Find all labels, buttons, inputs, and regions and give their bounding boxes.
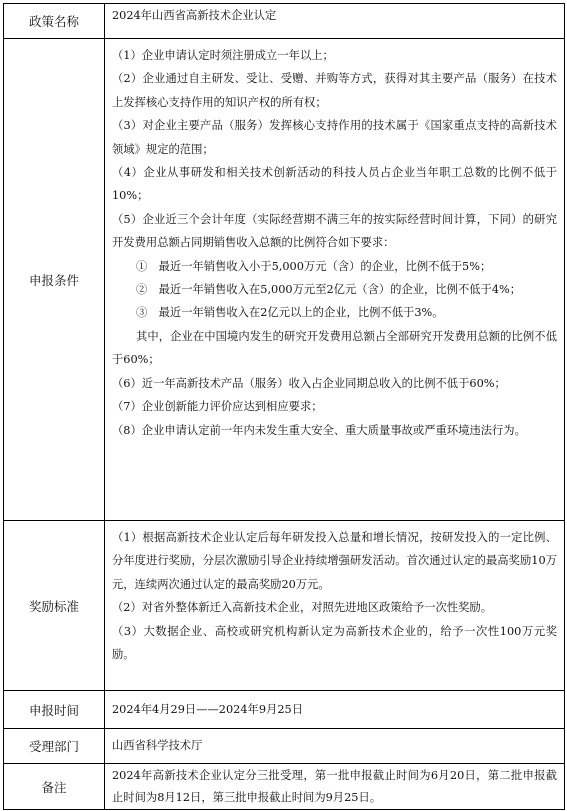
- rewards-content: [105, 521, 565, 691]
- conditions-content: [105, 39, 565, 521]
- row-department: [4, 729, 565, 764]
- value-department: 山西省科学技术厅: [105, 729, 565, 764]
- condition-sub-2: ② 最近一年销售收入在5,000万元至2亿元（含）的企业，比例不低于4%；: [136, 283, 522, 297]
- value-apply-time: 2024年4月29日——2024年9月25日: [105, 691, 565, 729]
- condition-item-5: （5）企业近三个会计年度（实际经营期不满三年的按实际经营时间计算，下同）的研究开发费用总额占同期销售收入总额的比例符合如下要求：: [112, 212, 557, 250]
- row-policy-name: [4, 4, 565, 39]
- row-rewards: [4, 521, 565, 691]
- reward-item-1: （1）根据高新技术企业认定后每年研发投入总量和增长情况，按研发投入的一定比例、分年度进行奖励，分层次激励引导企业持续增强研发活动。首次通过认定的最高奖励10万元，连续两次通过认定的最高奖励20万元。: [112, 531, 557, 591]
- value-remarks: 2024年高新技术企业认定分三批受理，第一批申报截止时间为6月20日，第二批申报截止时间为8月12日，第三批申报截止时间为9月25日。: [105, 764, 565, 810]
- label-apply-time: 申报时间: [4, 691, 105, 729]
- policy-table: [3, 3, 565, 810]
- value-policy-name: 2024年山西省高新技术企业认定: [105, 4, 565, 39]
- reward-item-2: （2）对省外整体新迁入高新技术企业，对照先进地区政策给予一次性奖励。: [112, 601, 492, 615]
- condition-item-6: （6）近一年高新技术产品（服务）收入占企业同期总收入的比例不低于60%；: [112, 376, 506, 390]
- reward-item-3: （3）大数据企业、高校或研究机构新认定为高新技术企业的，给予一次性100万元奖励。: [112, 624, 557, 662]
- condition-note: 其中，企业在中国境内发生的研究开发费用总额占全部研究开发费用总额的比例不低于60%；: [112, 329, 557, 367]
- condition-item-7: （7）企业创新能力评价应达到相应要求；: [112, 400, 323, 414]
- condition-item-1: （1）企业申请认定时须注册成立一年以上；: [112, 49, 334, 62]
- label-conditions: 申报条件: [4, 39, 105, 521]
- row-conditions: [4, 39, 565, 521]
- label-department: 受理部门: [4, 729, 105, 764]
- label-policy-name: 政策名称: [4, 4, 105, 39]
- label-rewards: 奖励标准: [4, 521, 105, 691]
- row-apply-time: [4, 691, 565, 729]
- condition-item-4: （4）企业从事研发和相关技术创新活动的科技人员占企业当年职工总数的比例不低于10%；: [112, 166, 557, 203]
- condition-sub-3: ③ 最近一年销售收入在2亿元以上的企业，比例不低于3%。: [136, 306, 444, 320]
- condition-item-2: （2）企业通过自主研发、受让、受赠、并购等方式，获得对其主要产品（服务）在技术上发挥核心支持作用的知识产权的所有权；: [112, 72, 557, 109]
- condition-sub-1: ① 最近一年销售收入小于5,000万元（含）的企业，比例不低于5%；: [136, 259, 492, 273]
- row-remarks: [4, 764, 565, 810]
- label-remarks: 备注: [4, 764, 105, 810]
- condition-item-8: （8）企业申请认定前一年内未发生重大安全、重大质量事故或严重环境违法行为。: [112, 423, 526, 437]
- condition-item-3: （3）对企业主要产品（服务）发挥核心支持作用的技术属于《国家重点支持的高新技术领域》规定的范围；: [112, 119, 557, 156]
